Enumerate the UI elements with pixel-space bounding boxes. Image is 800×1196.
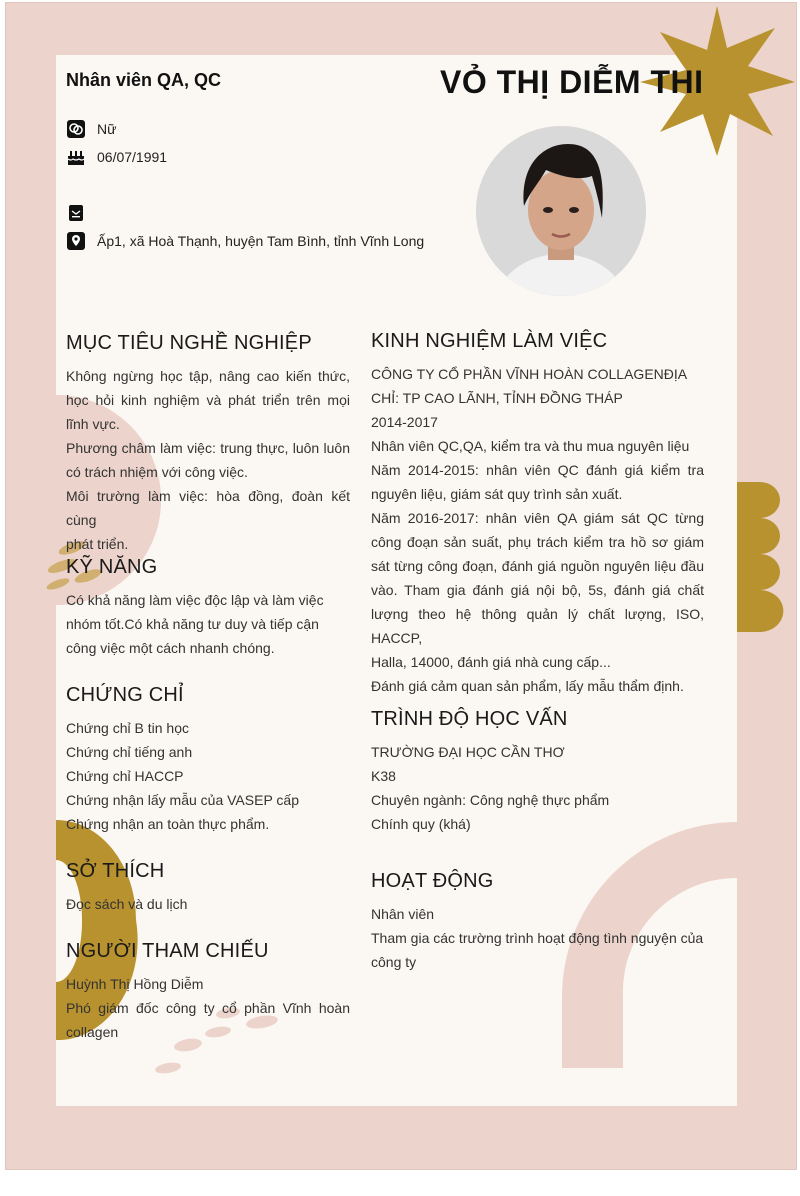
experience-line: CÔNG TY CỔ PHẦN VĨNH HOÀN COLLAGENĐỊA	[371, 366, 688, 382]
birthday-cake-icon	[66, 147, 86, 167]
reference-line: collagen	[66, 1024, 119, 1040]
experience-line: Đánh giá cảm quan sản phẩm, lấy mẫu thẩm định.	[371, 678, 684, 694]
objective-line: có trách nhiệm với công việc.	[66, 464, 248, 480]
skills-line: nhóm tốt.Có khả năng tư duy và tiếp cận	[66, 616, 319, 632]
reference-line: Phó giám đốc công ty cổ phần Vĩnh hoàn	[66, 1000, 350, 1016]
gender-value: Nữ	[97, 121, 117, 137]
experience-line: công đoạn sản suất, phụ trách kiểm tra hồ sơ giám	[371, 534, 704, 550]
activity-line: Tham gia các trường trình hoạt động tình nguyện của	[371, 930, 704, 946]
objective-text	[66, 364, 350, 556]
experience-line: Năm 2014-2015: nhân viên QC đánh giá kiểm tra	[371, 462, 704, 478]
education-text	[371, 740, 609, 836]
experience-line: nguyên liệu, giám sát quy trình sản xuất.	[371, 486, 623, 502]
education-line: TRƯỜNG ĐẠI HỌC CẦN THƠ	[371, 744, 565, 760]
pink-leaf-shape	[154, 1061, 181, 1075]
certificate-item: Chứng nhận an toàn thực phẩm.	[66, 816, 270, 832]
experience-line: 2014-2017	[371, 414, 438, 430]
activities-text	[371, 902, 703, 974]
address-value: Ấp1, xã Hoà Thạnh, huyện Tam Bình, tỉnh Vĩnh Long	[97, 233, 425, 249]
experience-line: sát từng công đoạn, đánh giá nguồn nguyên liệu đầu	[371, 558, 704, 574]
skills-text	[66, 588, 350, 660]
birthday-row	[66, 147, 167, 167]
objective-line: Không ngừng học tập, nâng cao kiến thức,	[66, 368, 350, 384]
education-line: K38	[371, 768, 396, 784]
objective-title: MỤC TIÊU NGHỀ NGHIỆP	[66, 332, 312, 354]
certificate-item: Chứng chỉ HACCP	[66, 768, 184, 784]
location-pin-icon	[66, 231, 86, 251]
certificates-title: CHỨNG CHỈ	[66, 684, 184, 706]
references-text	[66, 972, 350, 1044]
address-row	[66, 231, 424, 251]
hobbies-text	[66, 892, 187, 916]
objective-line: lĩnh vực.	[66, 416, 120, 432]
email-row	[66, 203, 97, 223]
objective-line: phát triển.	[66, 536, 129, 552]
email-icon	[66, 203, 86, 223]
gender-row	[66, 119, 116, 139]
skills-line: Có khả năng làm việc độc lập và làm việc	[66, 592, 324, 608]
profile-photo	[476, 126, 646, 296]
objective-line: học hỏi kinh nghiệm và phát triển trên mọi	[66, 392, 350, 408]
education-title: TRÌNH ĐỘ HỌC VẤN	[371, 708, 568, 730]
activity-line: công ty	[371, 954, 417, 970]
education-line: Chuyên ngành: Công nghệ thực phẩm	[371, 792, 610, 808]
experience-line: Nhân viên QC,QA, kiểm tra và thu mua nguyên liệu	[371, 438, 690, 454]
gender-icon	[66, 119, 86, 139]
experience-line: vào. Tham gia đánh giá nội bộ, 5s, đánh giá chất	[371, 582, 704, 598]
reference-line: Huỳnh Thị Hồng Diễm	[66, 976, 204, 992]
certificates-list	[66, 716, 299, 836]
certificate-item: Chứng nhận lấy mẫu của VASEP cấp	[66, 792, 299, 808]
hobbies-title: SỞ THÍCH	[66, 860, 165, 882]
references-title: NGƯỜI THAM CHIẾU	[66, 940, 269, 962]
experience-text	[371, 362, 704, 698]
experience-line: Năm 2016-2017: nhân viên QA giám sát QC từng	[371, 510, 704, 526]
experience-title: KINH NGHIỆM LÀM VIỆC	[371, 330, 608, 352]
activities-title: HOẠT ĐỘNG	[371, 870, 494, 892]
certificate-item: Chứng chỉ B tin học	[66, 720, 189, 736]
hobby-line: Đọc sách và du lịch	[66, 896, 188, 912]
activity-line: Nhân viên	[371, 906, 435, 922]
experience-line: CHỈ: TP CAO LÃNH, TỈNH ĐỒNG THÁP	[371, 390, 623, 406]
skills-title: KỸ NĂNG	[66, 556, 158, 578]
experience-line: lượng theo hệ thông quản lý chất lượng, ISO, HACCP,	[371, 606, 704, 646]
certificate-item: Chứng chỉ tiếng anh	[66, 744, 193, 760]
objective-line: Phương châm làm việc: trung thực, luôn luôn	[66, 440, 350, 456]
experience-line: Halla, 14000, đánh giá nhà cung cấp...	[371, 654, 611, 670]
candidate-name: VỎ THỊ DIỄM THI	[440, 64, 704, 100]
birthday-value: 06/07/1991	[97, 149, 168, 165]
objective-line: Môi trường làm việc: hòa đồng, đoàn kết cùng	[66, 488, 350, 528]
education-line: Chính quy (khá)	[371, 816, 471, 832]
skills-line: công việc một cách nhanh chóng.	[66, 640, 275, 656]
job-title: Nhân viên QA, QC	[66, 70, 222, 90]
gold-scallop-shape	[737, 482, 783, 632]
